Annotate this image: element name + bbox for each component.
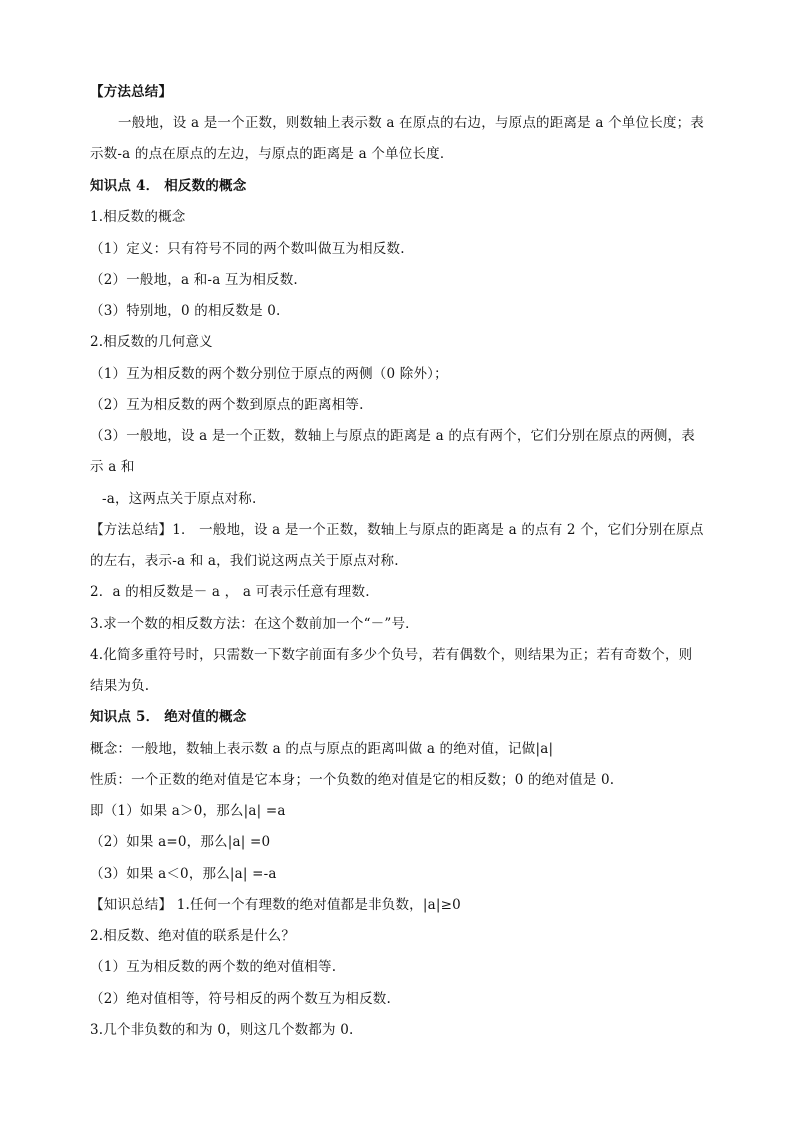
paragraph-line: -a，这两点关于原点对称. [102, 491, 257, 507]
paragraph-line: 示数-a 的点在原点的左边，与原点的距离是 a 个单位长度． [90, 146, 454, 162]
paragraph-line: 示 a 和 [90, 459, 135, 475]
list-item: 即（1）如果 a＞0，那么|a| =a [90, 803, 286, 819]
list-item: 3.几个非负数的和为 0，则这几个数都为 0. [90, 1022, 354, 1038]
list-item: （1）互为相反数的两个数分别位于原点的两侧（0 除外）； [90, 366, 448, 382]
paragraph-line: 结果为负. [90, 678, 150, 694]
paragraph-line: 一般地，设 a 是一个正数，则数轴上表示数 a 在原点的右边，与原点的距离是 a 个单位长度；表 [118, 115, 704, 131]
section-heading-4: 知识点 4． 相反数的概念 [90, 178, 247, 194]
list-item: （1）互为相反数的两个数的绝对值相等. [90, 959, 337, 975]
list-item: 2.相反数的几何意义 [90, 334, 213, 350]
list-item: （3）如果 a＜0，那么|a| =-a [90, 866, 277, 882]
list-item: （2）如果 a=0，那么|a| =0 [90, 834, 271, 850]
list-item: （2）互为相反数的两个数到原点的距离相等. [90, 397, 364, 413]
paragraph-line: 性质：一个正数的绝对值是它本身；一个负数的绝对值是它的相反数；0 的绝对值是 0. [90, 772, 615, 788]
list-item: 4.化简多重符号时，只需数一下数字前面有多少个负号，若有偶数个，则结果为正；若有奇数个，则 [90, 647, 693, 663]
list-item: （2）绝对值相等，符号相反的两个数互为相反数. [90, 991, 391, 1007]
list-item: 3.求一个数的相反数方法：在这个数前加一个“－”号． [90, 616, 419, 632]
list-item: （3）特别地，0 的相反数是 0. [90, 303, 281, 319]
list-item: （2）一般地，a 和-a 互为相反数. [90, 272, 298, 288]
paragraph-line: 概念：一般地，数轴上表示数 a 的点与原点的距离叫做 a 的绝对值，记做|a| [90, 741, 554, 757]
method-summary-line: 【方法总结】1． 一般地，设 a 是一个正数，数轴上与原点的距离是 a 的点有 2 个，它们分别在原点 [90, 522, 704, 538]
list-item: 2．a 的相反数是－ a ， a 可表示任意有理数. [90, 584, 370, 600]
list-item: 1.相反数的概念 [90, 209, 186, 225]
paragraph-line: 的左右，表示-a 和 a，我们说这两点关于原点对称. [90, 553, 399, 569]
knowledge-summary-line: 【知识总结】 1.任何一个有理数的绝对值都是非负数，|a|≥0 [90, 897, 461, 913]
list-item: 2.相反数、绝对值的联系是什么？ [90, 928, 296, 944]
list-item: （3）一般地，设 a 是一个正数，数轴上与原点的距离是 a 的点有两个，它们分别在原点的两侧，表 [90, 428, 695, 444]
section-heading-5: 知识点 5． 绝对值的概念 [90, 709, 247, 725]
list-item: （1）定义：只有符号不同的两个数叫做互为相反数. [90, 241, 405, 257]
method-summary-heading: 【方法总结】 [90, 84, 173, 100]
